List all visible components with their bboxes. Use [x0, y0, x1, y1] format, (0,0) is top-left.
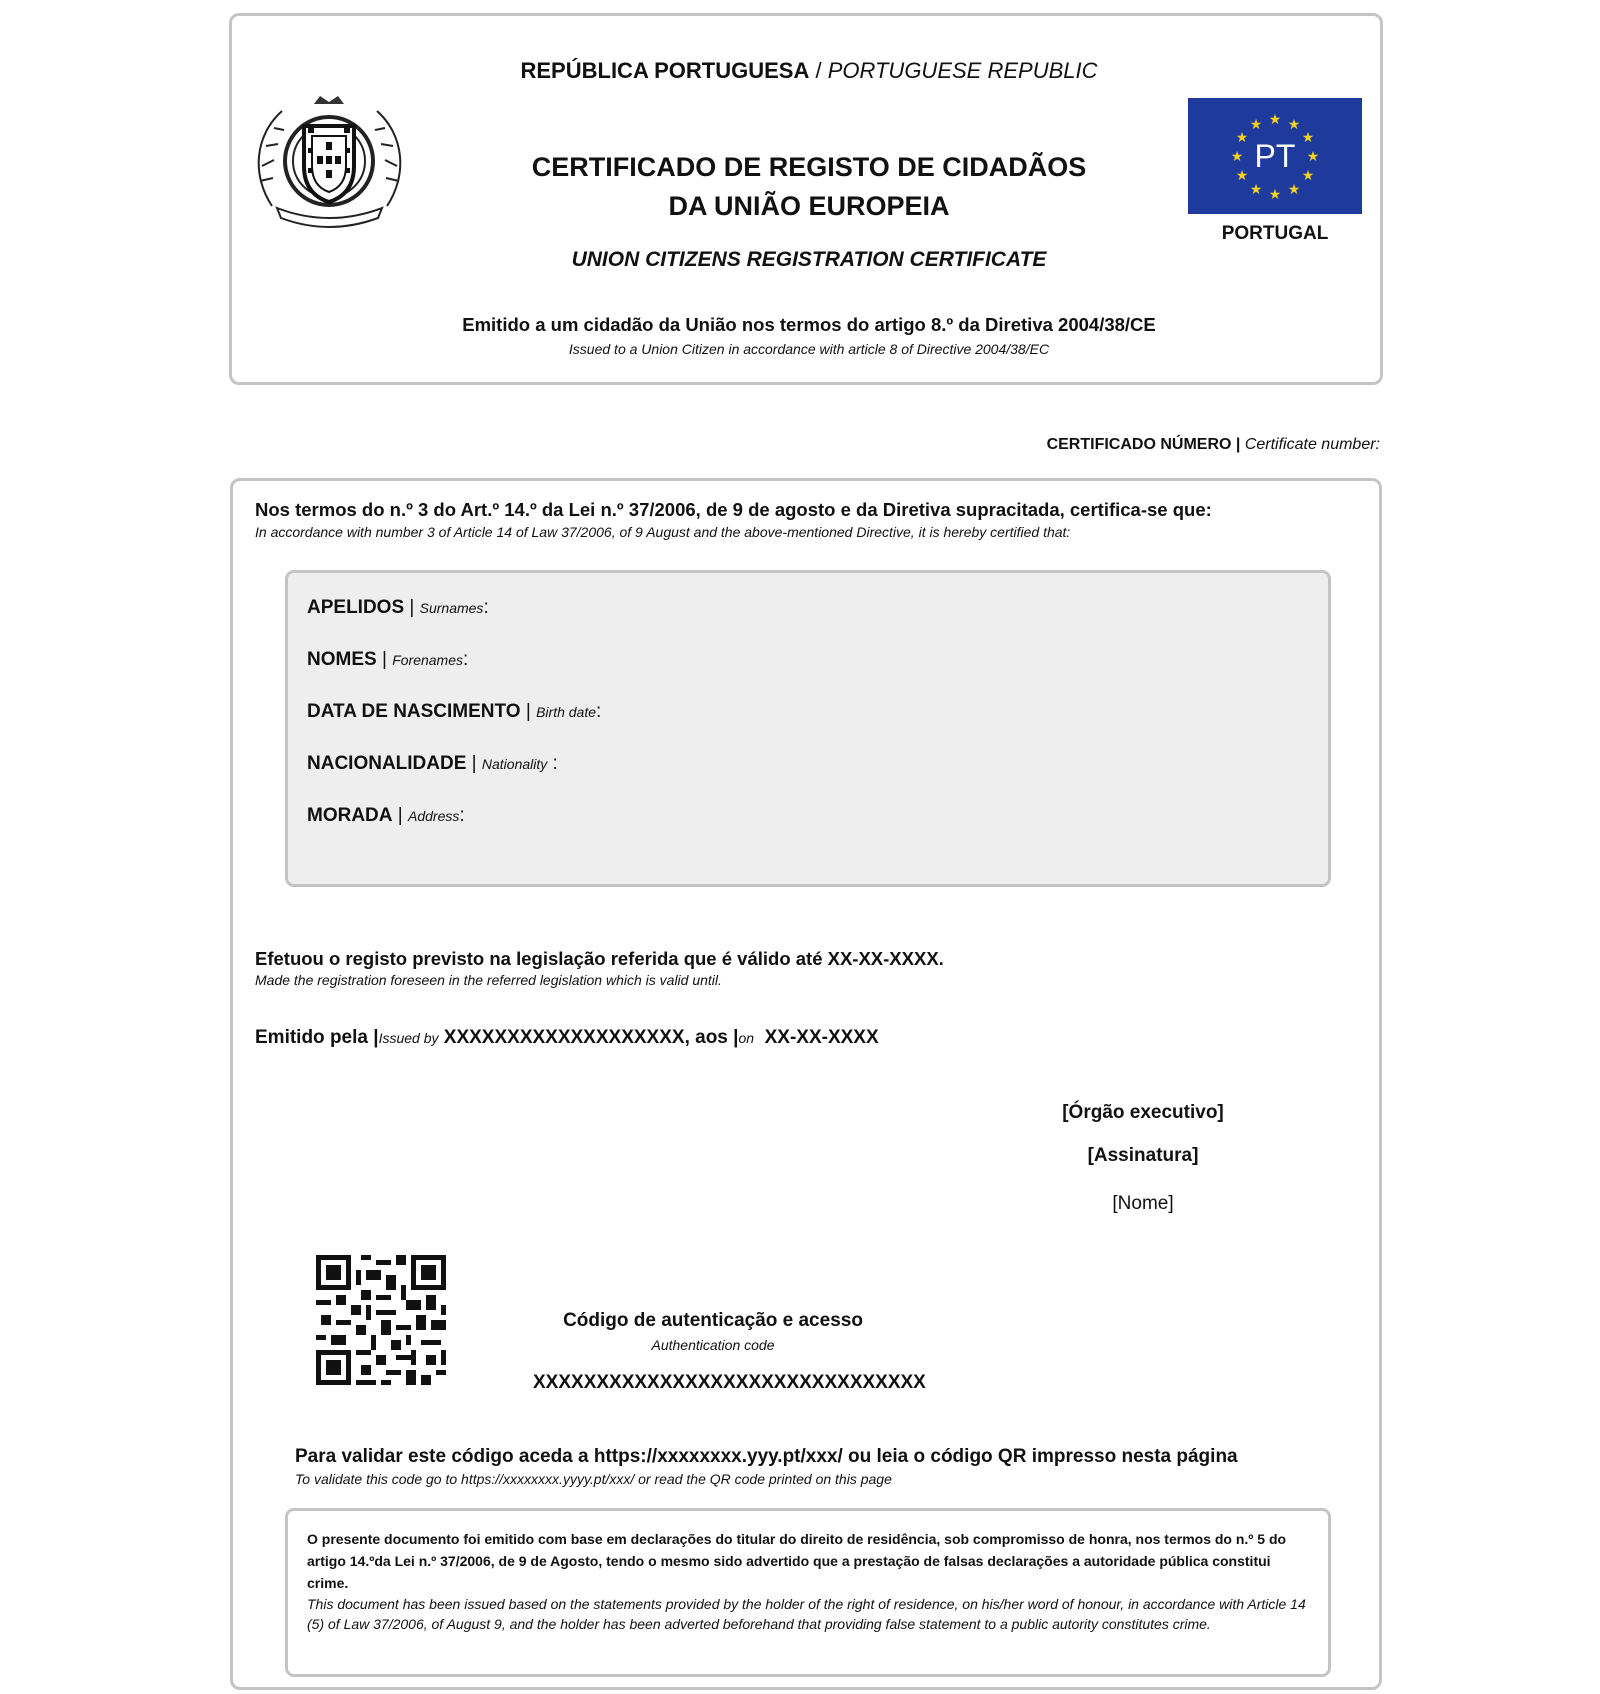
intro-pt: Nos termos do n.º 3 do Art.º 14.º da Lei n.º 37/2006, de 9 de agosto e da Diretiva supracitada, certifica-se que: [255, 499, 1212, 520]
field-birth-date-en: Birth date [536, 704, 597, 720]
svg-text:★: ★ [1301, 168, 1315, 184]
auth-code-value: XXXXXXXXXXXXXXXXXXXXXXXXXXXXXXX [533, 1372, 926, 1393]
country-label: PORTUGAL [1221, 223, 1329, 244]
field-nationality-label: NACIONALIDADE [307, 753, 467, 774]
issued-on-label: on [738, 1030, 755, 1046]
validate-instructions-pt: Para validar este código aceda a https://xxxxxxxx.yyy.pt/xxx/ ou leia o código QR impresso nesta página [295, 1446, 1238, 1467]
republic-pt: REPÚBLICA PORTUGUESA [520, 58, 810, 83]
validity-en: Made the registration foreseen in the referred legislation which is valid until. [255, 972, 722, 988]
republic-separator: / [809, 58, 828, 83]
issued-date: XX-XX-XXXX [764, 1027, 879, 1048]
svg-text:★: ★ [1249, 182, 1263, 198]
signature-sign: [Assinatura] [1087, 1145, 1199, 1166]
field-surnames-label: APELIDOS [307, 597, 405, 618]
issued-statement-pt: Emitido a um cidadão da União nos termos do artigo 8.º da Diretiva 2004/38/CE [462, 314, 1156, 335]
field-forenames-en: Forenames [392, 652, 463, 668]
field-forenames: NOMES | Forenames: [307, 649, 469, 670]
field-address-en: Address [408, 808, 460, 824]
disclaimer-en: This document has been issued based on the statements provided by the holder of the right of residence, on his/her word of honour, in accordance with Article 14 (5) of Law 37/2006, of August 9, and the holder has been adverted beforehand that providing false statement to a public autority constitutes crime. [307, 1596, 1306, 1632]
issued-by-entity: XXXXXXXXXXXXXXXXXXX, aos | [443, 1027, 739, 1048]
field-birth-date-label: DATA DE NASCIMENTO [307, 701, 521, 722]
intro-en: In accordance with number 3 of Article 14 of Law 37/2006, of 9 August and the above-mentioned Directive, it is hereby certified that: [255, 524, 1071, 540]
qr-code-icon [316, 1255, 446, 1385]
auth-code-title: Código de autenticação e acesso [563, 1310, 863, 1331]
auth-code-title-en: Authentication code [651, 1337, 775, 1353]
signature-organ: [Órgão executivo] [1062, 1102, 1224, 1123]
flag-country-code: PT [1254, 138, 1296, 174]
certificate-subtitle: UNION CITIZENS REGISTRATION CERTIFICATE [571, 248, 1047, 271]
certificate-number-label-pt: CERTIFICADO NÚMERO | [1046, 436, 1241, 453]
field-nationality-en: Nationality [481, 756, 548, 772]
disclaimer-box [285, 1508, 1331, 1677]
issued-by [255, 1027, 879, 1049]
disclaimer-pt: O presente documento foi emitido com base em declarações do titular do direito de residência, sob compromisso de honra, nos termos do n.º 5 do artigo 14.ºda Lei n.º 37/2006, de 9 de Agosto, tendo o mesmo sido advertido que a prestação de falsas declarações a autoridade pública constitui crime. [307, 1531, 1287, 1591]
validity-pt: Efetuou o registo previsto na legislação referida que é válido até XX-XX-XXXX. [255, 948, 944, 969]
field-nationality: NACIONALIDADE | Nationality : [307, 753, 558, 774]
svg-text:★: ★ [1230, 149, 1244, 165]
svg-text:★: ★ [1235, 168, 1249, 184]
field-surnames-en: Surnames [419, 600, 484, 616]
svg-text:★: ★ [1301, 130, 1315, 146]
republic-heading [232, 58, 1386, 84]
field-address: MORADA | Address: [307, 805, 465, 826]
issued-by-label-en: Issued by [378, 1030, 439, 1046]
issued-by-label-pt: Emitido pela | [255, 1027, 379, 1048]
certificate-title-line1: CERTIFICADO DE REGISTO DE CIDADÃOS [531, 152, 1087, 182]
svg-text:★: ★ [1249, 117, 1263, 133]
svg-text:★: ★ [1287, 182, 1301, 198]
svg-text:★: ★ [1268, 112, 1282, 128]
svg-text:★: ★ [1287, 117, 1301, 133]
svg-text:★: ★ [1268, 187, 1282, 203]
certificate-title-line2: DA UNIÃO EUROPEIA [668, 191, 950, 221]
field-birth-date: DATA DE NASCIMENTO | Birth date: [307, 701, 602, 722]
svg-text:★: ★ [1235, 130, 1249, 146]
main-box [230, 478, 1382, 1690]
validate-instructions-en: To validate this code go to https://xxxxxxxx.yyyy.pt/xxx/ or read the QR code printed on this page [295, 1471, 892, 1487]
signature-name: [Nome] [1112, 1193, 1174, 1214]
field-forenames-label: NOMES [307, 649, 377, 670]
header-box [229, 13, 1383, 385]
svg-text:★: ★ [1306, 149, 1320, 165]
certificate-number-label-en: Certificate number: [1244, 436, 1380, 453]
eu-flag-icon [1188, 98, 1362, 214]
holder-fields-box [285, 570, 1331, 887]
issued-statement-en: Issued to a Union Citizen in accordance with article 8 of Directive 2004/38/EC [568, 341, 1050, 357]
field-address-label: MORADA [307, 805, 393, 826]
certificate-number [1047, 436, 1380, 454]
republic-en: PORTUGUESE REPUBLIC [827, 58, 1098, 83]
field-surnames: APELIDOS | Surnames: [307, 597, 489, 618]
